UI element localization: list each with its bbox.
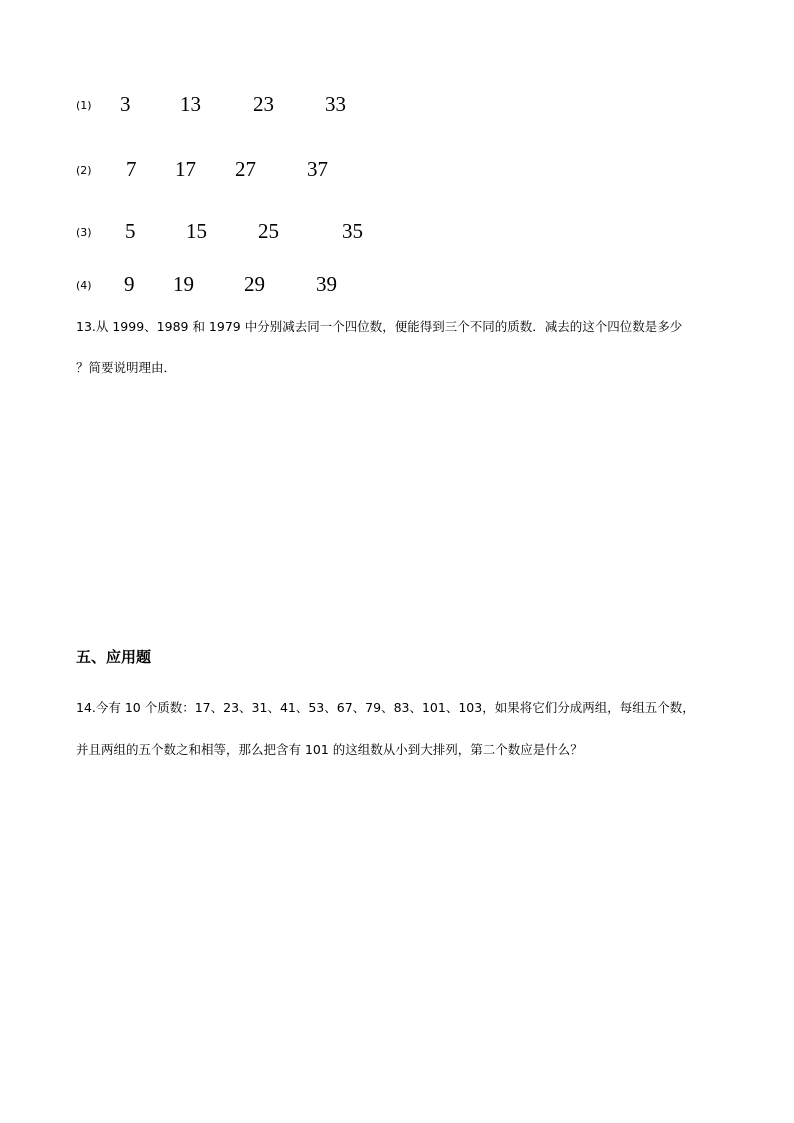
row-number: 35 bbox=[342, 219, 363, 243]
question-13-line-1: 13.从 1999、1989 和 1979 中分别减去同一个四位数，便能得到三个不同的质数．减去的这个四位数是多少 bbox=[76, 319, 683, 334]
row-number: 3 bbox=[120, 92, 131, 116]
row-number: 15 bbox=[186, 219, 207, 243]
question-14-line-1: 14.今有 10 个质数：17、23、31、41、53、67、79、83、101、103，如果将它们分成两组，每组五个数， bbox=[76, 700, 695, 715]
row-label: (2) bbox=[76, 164, 92, 177]
row-number: 27 bbox=[235, 157, 256, 181]
question-13-line-2: ？简要说明理由． bbox=[76, 360, 177, 375]
row-label: (3) bbox=[76, 226, 92, 239]
question-14-line-2: 并且两组的五个数之和相等，那么把含有 101 的这组数从小到大排列，第二个数应是什么？ bbox=[76, 742, 583, 757]
row-label: (4) bbox=[76, 279, 92, 292]
row-number: 23 bbox=[253, 92, 274, 116]
row-label: (1) bbox=[76, 99, 92, 112]
row-number: 13 bbox=[180, 92, 201, 116]
row-number: 29 bbox=[244, 272, 265, 296]
row-number: 5 bbox=[125, 219, 136, 243]
row-number: 19 bbox=[173, 272, 194, 296]
row-number: 7 bbox=[126, 157, 137, 181]
row-number: 25 bbox=[258, 219, 279, 243]
row-number: 9 bbox=[124, 272, 135, 296]
row-number: 33 bbox=[325, 92, 346, 116]
row-number: 17 bbox=[175, 157, 196, 181]
row-number: 39 bbox=[316, 272, 337, 296]
row-number: 37 bbox=[307, 157, 328, 181]
section-heading: 五、应用题 bbox=[76, 648, 152, 666]
